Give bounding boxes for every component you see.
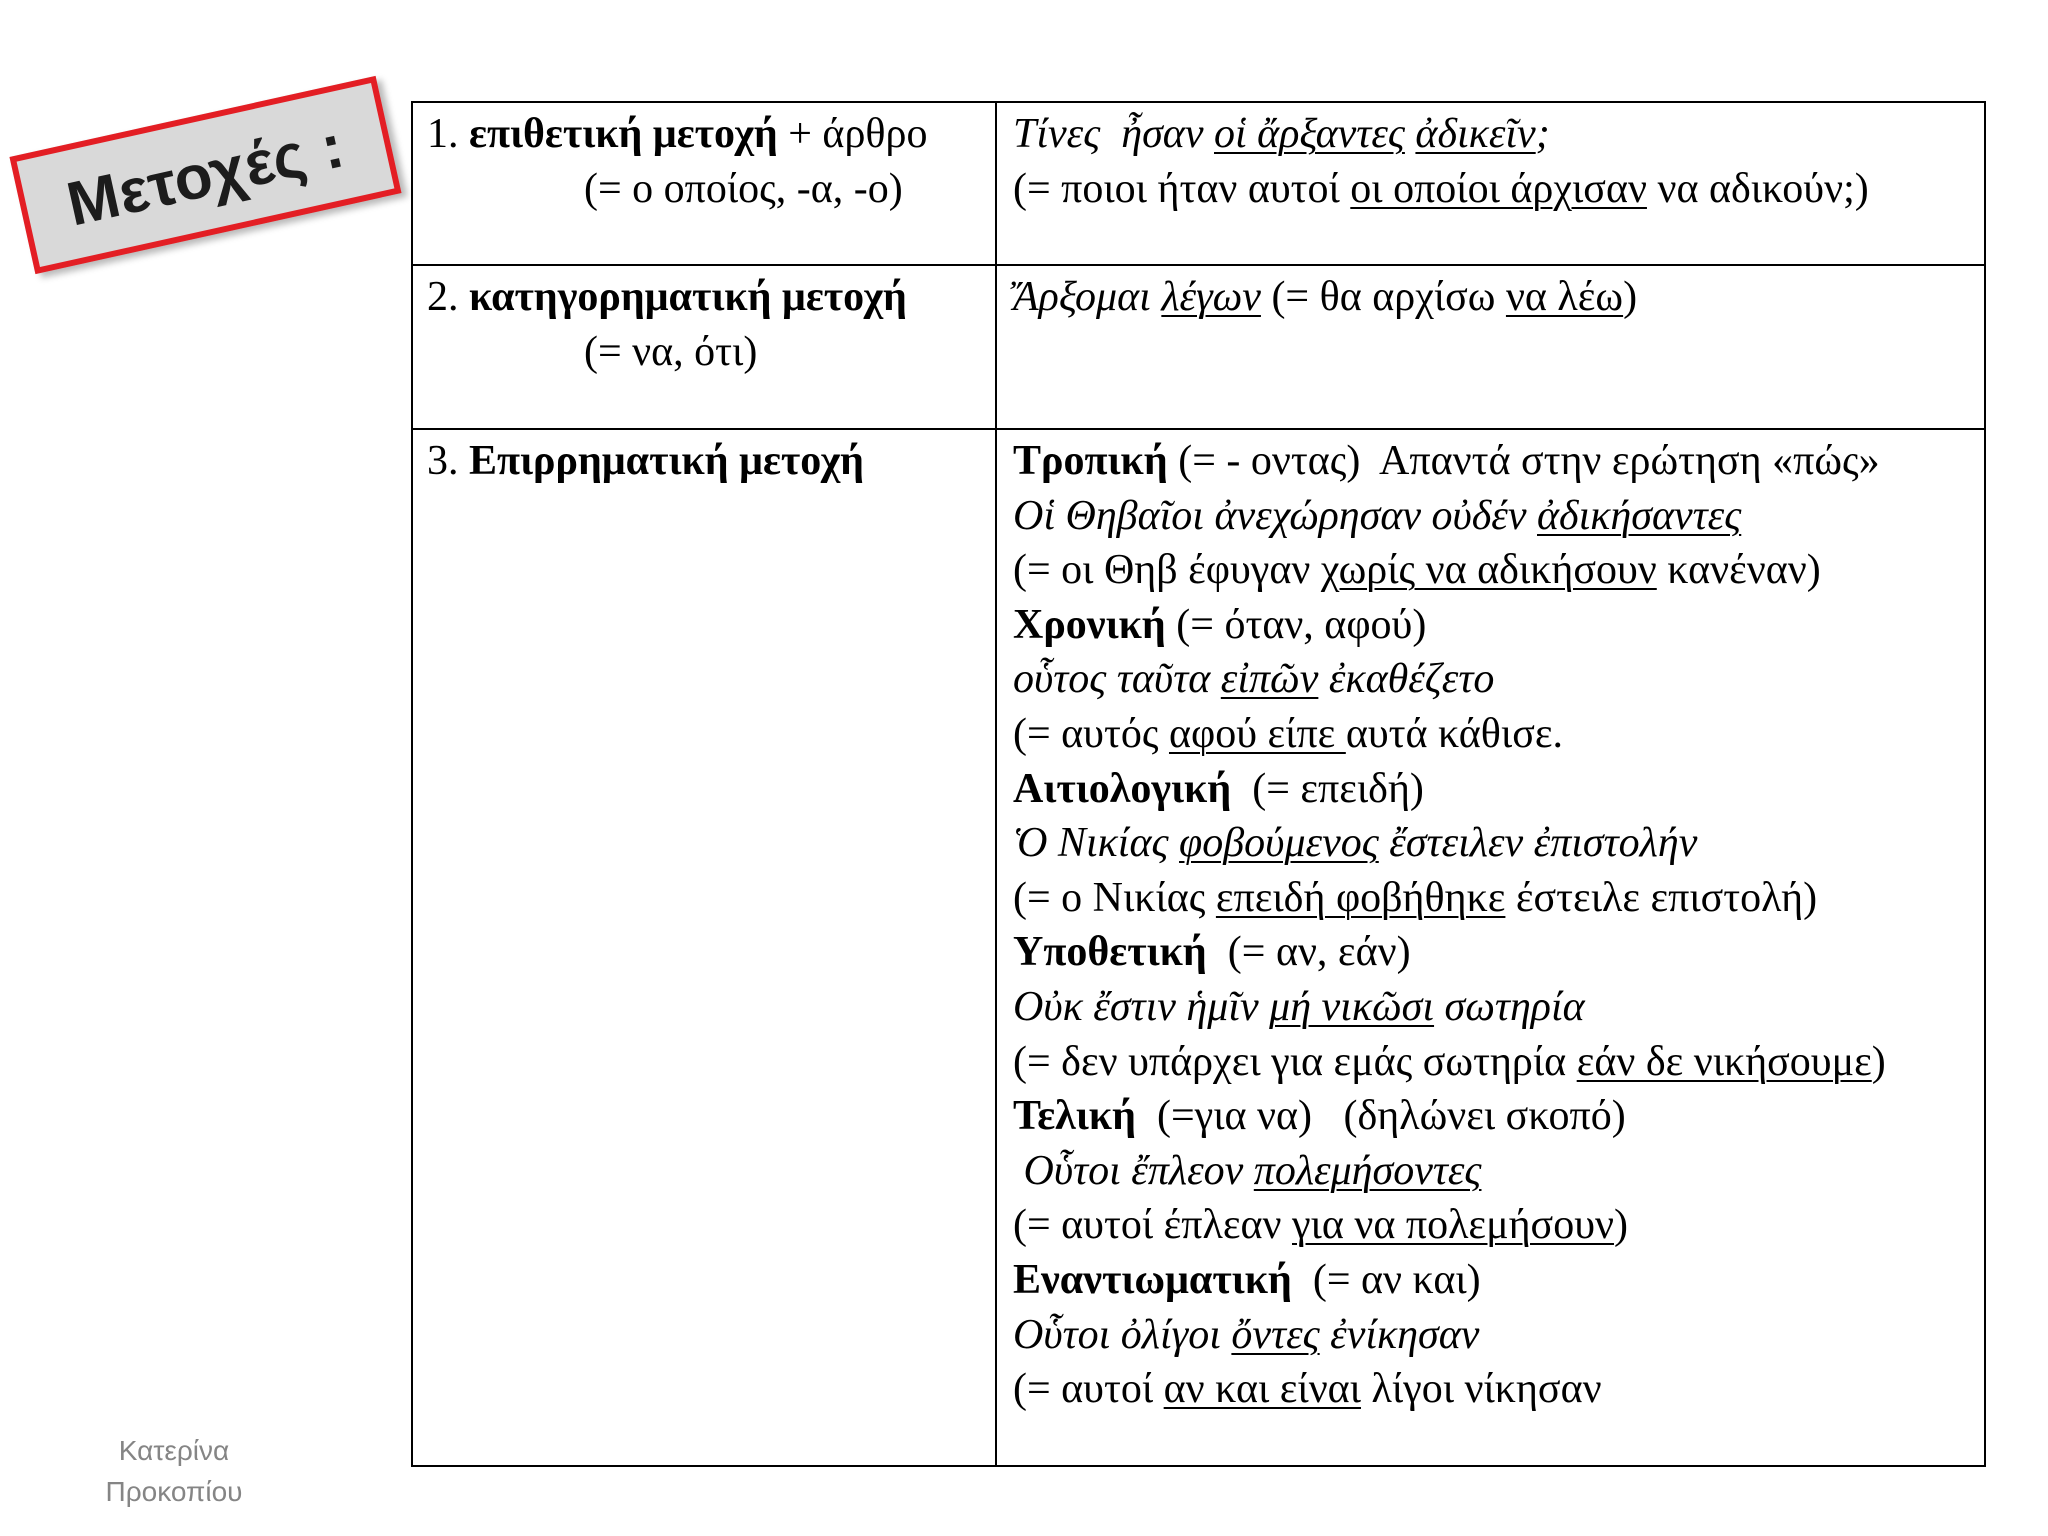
greek-example-with-translation [1013,270,1984,325]
translation-text: (= αυτοί [1013,1366,1164,1413]
modern-translation [1013,1035,1984,1090]
greek-participle: οἱ ἄρξαντες [1214,111,1405,157]
translation-text: ) [1623,274,1638,320]
greek-text: Ἄρξομαι [1013,274,1162,320]
category-gloss-line [584,325,995,380]
greek-participle: ἀδικεῖν [1415,111,1536,157]
type-name: Εναντιωματική [1013,1256,1292,1303]
greek-text: Οὗτοι ἔπλεον [1013,1147,1254,1194]
type-heading-temporal [1013,598,1984,653]
type-note: (= αν, εάν) [1206,929,1411,976]
greek-example [1013,652,1984,707]
greek-text: οὗτος ταῦτα [1013,656,1221,703]
greek-participle: ἀδικήσαντες [1537,492,1742,539]
greek-text: σωτηρία [1434,983,1585,1030]
category-cell [412,265,996,429]
type-note: (=για να) (δηλώνει σκοπό) [1135,1093,1626,1140]
author-last-name: Προκοπίου [105,1476,243,1507]
type-heading-concessive [1013,1253,1984,1308]
row-number: 2. [427,274,459,320]
greek-text: Οὐκ ἔστιν ἡμῖν [1013,983,1270,1030]
category-term: κατηγορηματική μετοχή [469,274,907,320]
row-number: 1. [427,111,459,157]
greek-participle: ὄντες [1231,1311,1320,1358]
type-note: (= επειδή) [1231,765,1424,812]
type-name: Χρονική [1013,601,1166,648]
translation-text: αυτά κάθισε. [1345,710,1563,757]
translation-text: να αδικούν;) [1646,165,1869,212]
category-gloss: (= να, ότι) [584,328,758,375]
type-heading-causal [1013,762,1984,817]
type-heading-final [1013,1089,1984,1144]
greek-text: Οὗτοι ὀλίγοι [1013,1311,1232,1358]
greek-example [1013,489,1984,544]
modern-translation [1013,162,1984,217]
type-name: Τελική [1013,1093,1136,1140]
greek-participle: φοβούμενος [1179,820,1379,867]
modern-translation [1013,1198,1984,1253]
translation-highlight: για να πολεμήσουν [1292,1202,1614,1249]
greek-text: Τίνες ἦσαν [1013,111,1214,157]
translation-text: ) [1613,1202,1628,1249]
translation-text: λίγοι νίκησαν [1360,1366,1602,1413]
modern-translation [1013,543,1984,598]
translation-text: (= θα αρχίσω [1260,274,1506,320]
greek-example [1013,107,1984,162]
translation-text: έστειλε επιστολή) [1505,874,1818,921]
translation-highlight: οι οποίοι άρχισαν [1350,165,1647,212]
translation-highlight: χωρίς να αδικήσουν [1320,547,1657,594]
translation-highlight: αν και είναι [1163,1366,1361,1413]
translation-text: (= ο Νικίας [1013,874,1216,921]
category-line [427,434,995,489]
type-name: Υποθετική [1013,929,1207,976]
category-term: επιθετική μετοχή [469,111,778,157]
modern-translation [1013,1362,1984,1417]
greek-example [1013,980,1984,1035]
translation-text: (= οι Θηβ έφυγαν [1013,547,1321,594]
translation-text: (= αυτοί έπλεαν [1013,1202,1292,1249]
translation-highlight: επειδή φοβήθηκε [1215,874,1506,921]
translation-highlight: αφού είπε [1168,710,1346,757]
greek-text: Οἱ Θηβαῖοι ἀνεχώρησαν οὐδέν [1013,492,1537,539]
row-number: 3. [427,438,459,484]
translation-highlight: εάν δε νικήσουμε [1576,1038,1872,1085]
example-cell [996,265,1985,429]
translation-highlight: να λέω [1505,274,1624,320]
greek-participle: εἰπῶν [1220,656,1319,703]
translation-text: (= δεν υπάρχει για εμάς σωτηρία [1013,1038,1577,1085]
greek-text: ἔστειλεν ἐπιστολήν [1378,820,1698,867]
translation-text: (= ποιοι ήταν αυτοί [1013,165,1351,212]
greek-participle: μή νικῶσι [1269,983,1435,1030]
category-cell [412,429,996,1466]
greek-example [1013,816,1984,871]
type-heading-modal [1013,434,1984,489]
greek-text: ἐκαθέζετο [1318,656,1495,703]
category-line [427,270,995,325]
title-badge [9,76,401,274]
category-suffix: + άρθρο [777,111,928,157]
modern-translation [1013,707,1984,762]
translation-text: (= αυτός [1013,710,1169,757]
greek-text: ; [1535,111,1550,157]
greek-example [1013,1144,1984,1199]
type-name: Αιτιολογική [1013,765,1232,812]
participles-table [411,101,1986,1467]
row-predicative [412,265,1985,429]
greek-participle: πολεμήσοντες [1253,1147,1482,1194]
slide-title: Μετοχές : [60,110,351,240]
category-cell [412,102,996,265]
category-gloss-line [584,162,995,217]
author-first-name: Κατερίνα [118,1435,230,1466]
author-credit [94,1430,254,1512]
category-line [427,107,995,162]
type-note: (= όταν, αφού) [1165,601,1427,648]
row-adverbial [412,429,1985,1466]
type-note: (= αν και) [1291,1256,1481,1303]
translation-text: ) [1871,1038,1886,1085]
greek-text: ἐνίκησαν [1319,1311,1480,1358]
greek-participle: λέγων [1161,274,1261,320]
type-heading-conditional [1013,925,1984,980]
greek-example [1013,1308,1984,1363]
row-attributive [412,102,1985,265]
example-cell [996,429,1985,1466]
example-cell [996,102,1985,265]
category-gloss: (= ο οποίος, -α, -ο) [584,165,903,212]
type-name: Τροπική [1013,438,1168,484]
translation-text: κανέναν) [1656,547,1821,594]
modern-translation [1013,871,1984,926]
category-term: Επιρρηματική μετοχή [469,438,865,484]
greek-text: Ὁ Νικίας [1013,820,1180,867]
type-note: (= - οντας) Απαντά στην ερώτηση «πώς» [1167,438,1880,484]
